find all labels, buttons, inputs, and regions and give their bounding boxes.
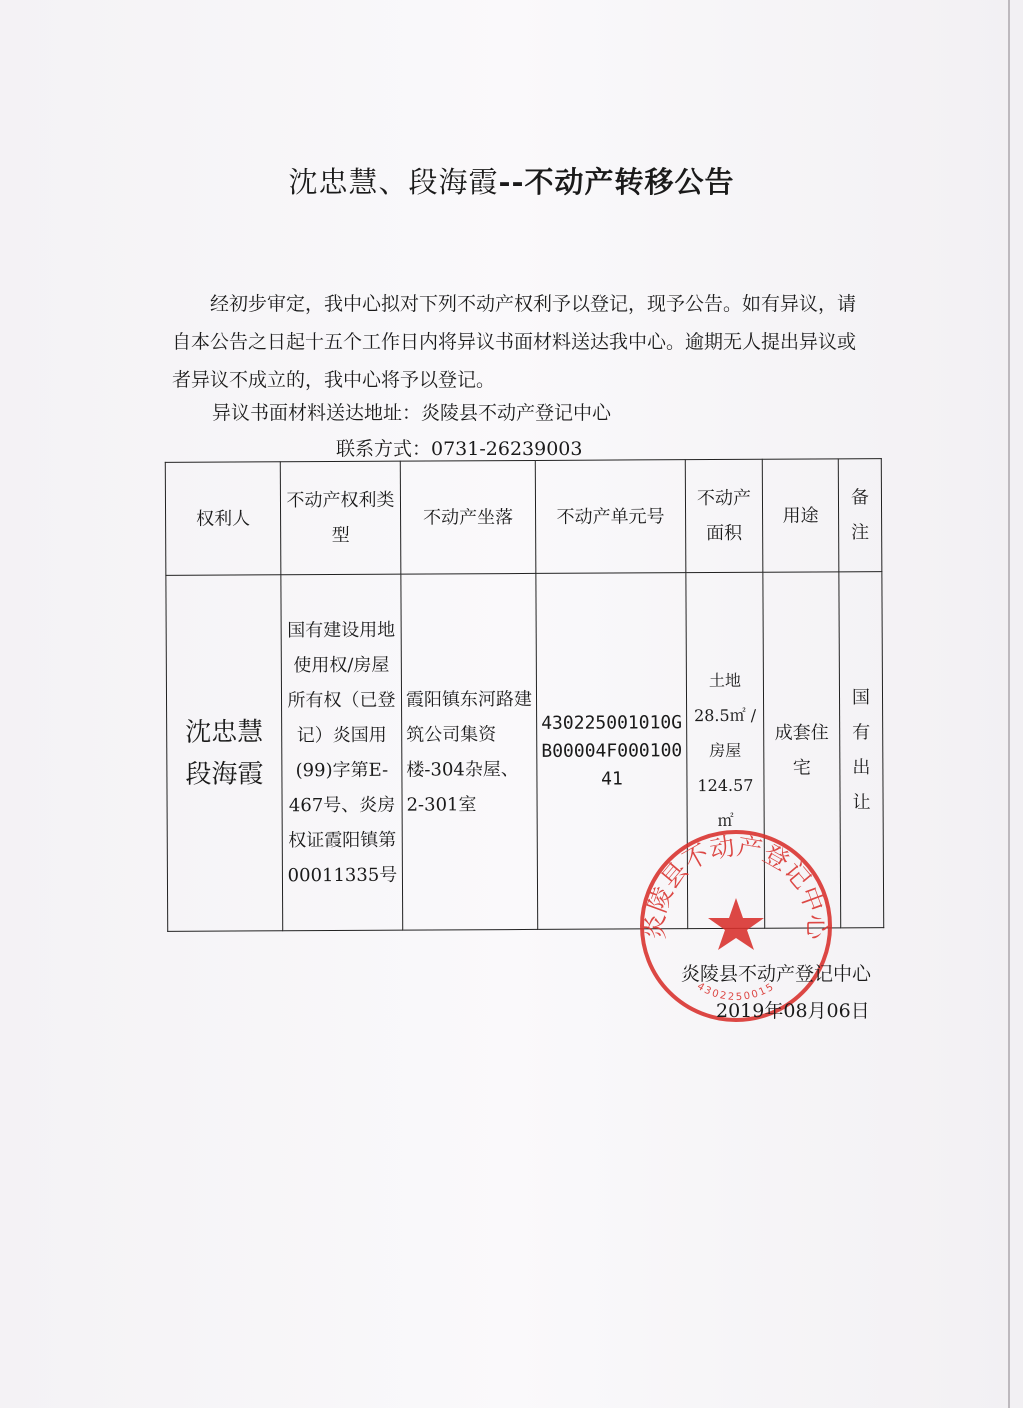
cell-use: 成套住宅 <box>763 572 841 928</box>
contact-info: 联系方式：0731-26239003 <box>336 438 583 460</box>
header-area: 不动产面积 <box>685 459 763 572</box>
header-note: 备注 <box>838 459 882 572</box>
header-location: 不动产坐落 <box>400 460 536 574</box>
notice-title <box>0 160 1023 201</box>
cell-holder: 沈忠慧 段海霞 <box>166 575 283 932</box>
notice-paragraph: 经初步审定，我中心拟对下列不动产权利予以登记，现予公告。如有异议，请自本公告之日起十五个工作日内将异议书面材料送达我中心。逾期无人提出异议或者异议不成立的，我中心将予以登记。 <box>172 293 857 391</box>
cell-area: 土地 28.5㎡ / 房屋 124.57㎡ <box>686 572 765 928</box>
cell-note: 国有出让 <box>839 572 884 928</box>
title-rest: 不动产转移公告 <box>524 165 735 199</box>
scan-edge <box>1008 0 1010 1408</box>
header-holder: 权利人 <box>165 462 281 576</box>
objection-address: 异议书面材料送达地址：炎陵县不动产登记中心 <box>212 402 612 424</box>
cell-unit-no: 430225001010GB00004F00010041 <box>536 573 688 930</box>
signature-date: 2019年08月06日 <box>716 1000 870 1022</box>
table-header-row <box>165 459 882 576</box>
seal-code: 4302250015 <box>694 981 778 1004</box>
seal-star-icon <box>708 898 764 950</box>
cell-location: 霞阳镇东河路建筑公司集资楼-304杂屋、2-301室 <box>401 573 538 930</box>
header-unit-no: 不动产单元号 <box>535 460 686 574</box>
seal-text: 炎陵县不动产登记中心 <box>640 831 832 940</box>
signature-org: 炎陵县不动产登记中心 <box>681 963 872 985</box>
title-names: 沈忠慧、段海霞 <box>288 165 499 199</box>
header-right-type: 不动产权利类型 <box>280 461 401 575</box>
header-use: 用途 <box>762 459 839 572</box>
cell-right-type: 国有建设用地使用权/房屋所有权（已登记）炎国用(99)字第E-467号、炎房权证霞阳镇第00011335号 <box>281 574 403 931</box>
title-sep: -- <box>498 165 525 199</box>
